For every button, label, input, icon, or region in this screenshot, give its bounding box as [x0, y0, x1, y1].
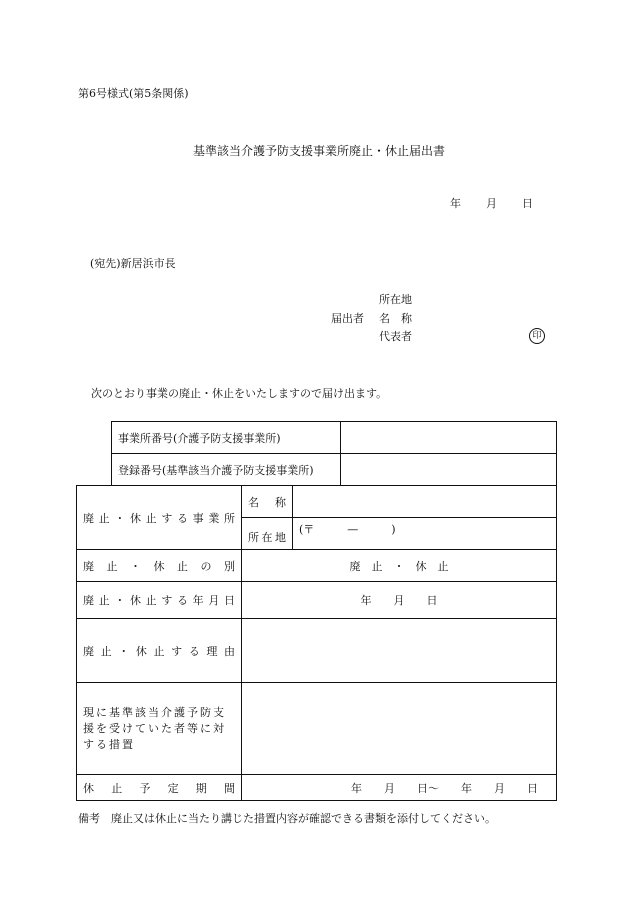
reason-label: 廃止・休止する理由: [83, 644, 235, 658]
measures-field[interactable]: [242, 683, 557, 775]
address-label: 所在地: [248, 531, 286, 544]
type-value[interactable]: 廃 止 ・ 休 止: [242, 550, 557, 582]
measures-label: 現に基準該当介護予防支援を受けていた者等に対する措置: [83, 705, 226, 751]
addressee: (宛先)新居浜市長: [90, 257, 176, 270]
date-line: 年 月 日: [450, 197, 534, 210]
form-number: 第6号様式(第5条関係): [78, 87, 189, 100]
reason-field[interactable]: [242, 619, 557, 683]
name-label: 名 称: [248, 495, 286, 509]
notifier-name-label: 名 称: [379, 312, 412, 325]
office-number-field[interactable]: [341, 422, 557, 454]
notifier-label: 届出者: [331, 312, 364, 325]
office-label-cell: [77, 486, 242, 550]
date-label-cell: [77, 582, 242, 619]
main-table: [76, 485, 557, 801]
notifier-rep-label: 代表者: [379, 330, 412, 343]
notifier-address-label: 所在地: [379, 293, 412, 306]
office-number-label: 事業所番号(介護予防支援事業所): [112, 422, 341, 454]
note: 備考 廃止又は休止に当たり講じた措置内容が確認できる書類を添付してください。: [78, 812, 496, 825]
date-value[interactable]: 年 月 日: [242, 582, 557, 619]
address-label-cell: [242, 518, 293, 550]
type-label-cell: [77, 550, 242, 582]
reason-label-cell: [77, 619, 242, 683]
measures-label-cell: [77, 683, 242, 775]
office-address-field[interactable]: [293, 518, 557, 550]
period-label-cell: [77, 775, 242, 801]
period-label: 休止予定期間: [83, 781, 235, 795]
seal-icon: 印: [529, 328, 545, 344]
name-label-cell: [242, 486, 293, 518]
type-label: 廃止・休止の別: [83, 559, 235, 573]
office-label: 廃止・休止する事業所: [83, 511, 235, 525]
intro-text: 次のとおり事業の廃止・休止をいたしますので届け出ます。: [91, 387, 388, 400]
period-value[interactable]: 年 月 日～ 年 月 日: [242, 775, 557, 801]
registration-number-label: 登録番号(基準該当介護予防支援事業所): [112, 454, 341, 486]
document-title: 基準該当介護予防支援事業所廃止・休止届出書: [193, 144, 446, 158]
date-label: 廃止・休止する年月日: [83, 594, 235, 607]
office-number-table: [111, 421, 557, 486]
office-name-field[interactable]: [293, 486, 557, 518]
postal-code: (〒 — ): [299, 523, 396, 536]
registration-number-field[interactable]: [341, 454, 557, 486]
